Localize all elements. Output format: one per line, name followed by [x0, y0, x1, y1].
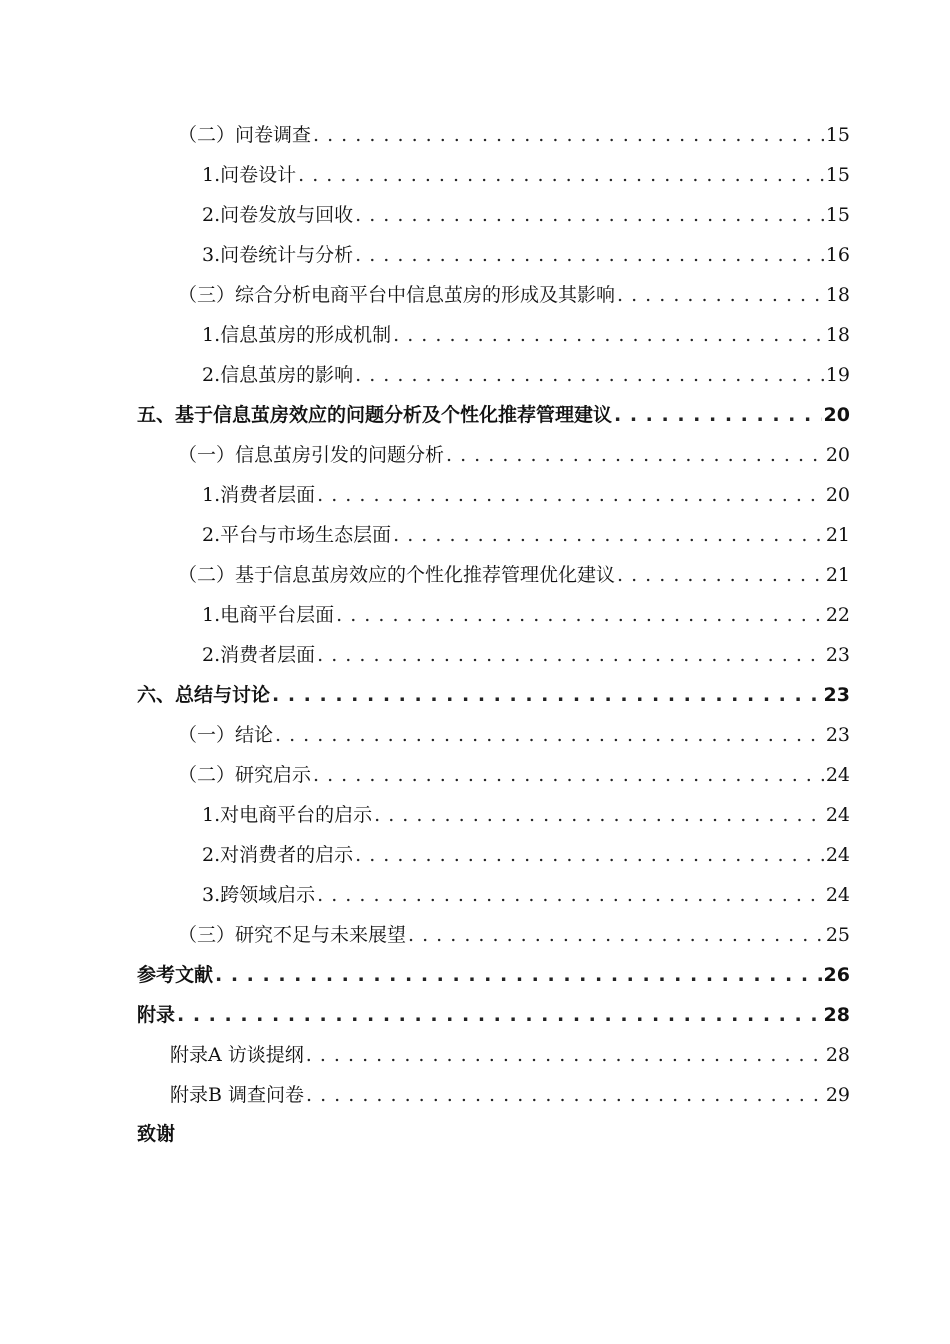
- toc-chapter-entry: [137, 400, 850, 430]
- toc-chapter-entry: [137, 960, 850, 990]
- toc-entry: [178, 120, 850, 150]
- toc-page-number: 20: [823, 404, 850, 426]
- toc-page-number: 18: [825, 284, 850, 306]
- toc-leader-dots: [393, 320, 824, 350]
- toc-leader-dots: [317, 880, 824, 910]
- toc-entry-title: 3.问卷统计与分析: [202, 244, 354, 266]
- toc-entry: [178, 560, 850, 590]
- toc-entry: [202, 600, 850, 630]
- toc-entry-title: （二）问卷调查: [178, 124, 312, 146]
- toc-leader-dots: [313, 760, 824, 790]
- toc-entry: [178, 720, 850, 750]
- toc-leader-dots: [617, 560, 824, 590]
- toc-entry-title: 附录B 调查问卷: [170, 1084, 305, 1106]
- toc-leader-dots: [355, 240, 824, 270]
- toc-page-number: 15: [825, 204, 850, 226]
- toc-leader-dots: [355, 360, 824, 390]
- toc-chapter-title: 参考文献: [137, 964, 214, 986]
- toc-leader-dots: [313, 120, 824, 150]
- toc-leader-dots: [272, 680, 822, 710]
- toc-entry-title: （一）结论: [178, 724, 274, 746]
- toc-entry: [202, 200, 850, 230]
- toc-entry: [202, 360, 850, 390]
- toc-entry-title: 2.对消费者的启示: [202, 844, 354, 866]
- toc-entry: [170, 1040, 850, 1070]
- toc-chapter-title: 附录: [137, 1004, 176, 1026]
- toc-chapter-entry: [137, 1000, 850, 1030]
- toc-entry-title: 3.跨领域启示: [202, 884, 316, 906]
- toc-page-number: 19: [825, 364, 850, 386]
- toc-entry: [170, 1080, 850, 1110]
- toc-entry-title: （二）研究启示: [178, 764, 312, 786]
- toc-leader-dots: [355, 840, 824, 870]
- toc-leader-dots: [275, 720, 824, 750]
- toc-entry: [202, 800, 850, 830]
- toc-page-number: 24: [825, 884, 850, 906]
- toc-entry: [178, 280, 850, 310]
- toc-entry: [178, 440, 850, 470]
- toc-page-number: 24: [825, 804, 850, 826]
- toc-page-number: 18: [825, 324, 850, 346]
- toc-leader-dots: [355, 200, 824, 230]
- toc-entry-title: 1.信息茧房的形成机制: [202, 324, 392, 346]
- toc-leader-dots: [306, 1040, 824, 1070]
- toc-leader-dots: [408, 920, 824, 950]
- toc-entry: [202, 640, 850, 670]
- toc-leader-dots: [614, 400, 822, 430]
- toc-entry: [202, 880, 850, 910]
- toc-chapter-title: 五、基于信息茧房效应的问题分析及个性化推荐管理建议: [137, 404, 613, 426]
- toc-entry: [202, 240, 850, 270]
- toc-page-number: 21: [825, 564, 850, 586]
- toc-page-number: 21: [825, 524, 850, 546]
- toc-leader-dots: [298, 160, 824, 190]
- toc-page-number: 16: [825, 244, 850, 266]
- toc-entry: [178, 760, 850, 790]
- toc-page-number: 25: [825, 924, 850, 946]
- toc-leader-dots: [393, 520, 824, 550]
- toc-page-number: 20: [825, 484, 850, 506]
- toc-entry-title: （三）研究不足与未来展望: [178, 924, 407, 946]
- toc-entry-title: 2.问卷发放与回收: [202, 204, 354, 226]
- toc-entry-title: 2.消费者层面: [202, 644, 316, 666]
- toc-entry-title: 1.问卷设计: [202, 164, 297, 186]
- toc-entry: [202, 840, 850, 870]
- toc-page-number: 28: [825, 1044, 850, 1066]
- toc-entry-title: 1.消费者层面: [202, 484, 316, 506]
- toc-leader-dots: [317, 480, 824, 510]
- toc-entry: [202, 320, 850, 350]
- toc-page-number: 20: [825, 444, 850, 466]
- toc-page-number: 29: [825, 1084, 850, 1106]
- toc-acknowledgements-title: 致谢: [137, 1123, 176, 1145]
- toc-page-number: 24: [825, 764, 850, 786]
- toc-leader-dots: [215, 960, 822, 990]
- toc-chapter-title: 六、总结与讨论: [137, 684, 271, 706]
- toc-entry: [202, 480, 850, 510]
- toc-entry: [178, 920, 850, 950]
- toc-leader-dots: [446, 440, 824, 470]
- toc-leader-dots: [617, 280, 824, 310]
- toc-page-number: 26: [823, 964, 850, 986]
- toc-leader-dots: [336, 600, 824, 630]
- toc-leader-dots: [306, 1080, 824, 1110]
- toc-entry-title: 2.平台与市场生态层面: [202, 524, 392, 546]
- toc-page-number: 22: [825, 604, 850, 626]
- toc-entry: [202, 160, 850, 190]
- toc-chapter-entry: [137, 680, 850, 710]
- toc-entry-title: （二）基于信息茧房效应的个性化推荐管理优化建议: [178, 564, 616, 586]
- toc-page-number: 28: [823, 1004, 850, 1026]
- toc-page-number: 24: [825, 844, 850, 866]
- toc-entry-title: 2.信息茧房的影响: [202, 364, 354, 386]
- toc-leader-dots: [374, 800, 824, 830]
- toc-entry-title: 1.对电商平台的启示: [202, 804, 373, 826]
- toc-page-number: 23: [823, 684, 850, 706]
- toc-entry: [202, 520, 850, 550]
- toc-entry-title: （一）信息茧房引发的问题分析: [178, 444, 445, 466]
- toc-leader-dots: [177, 1000, 822, 1030]
- toc-leader-dots: [317, 640, 824, 670]
- toc-entry-title: 1.电商平台层面: [202, 604, 335, 626]
- toc-page-number: 23: [825, 724, 850, 746]
- toc-page-number: 15: [825, 164, 850, 186]
- toc-page-number: 15: [825, 124, 850, 146]
- toc-entry-title: 附录A 访谈提纲: [170, 1044, 304, 1066]
- toc-entry-title: （三）综合分析电商平台中信息茧房的形成及其影响: [178, 284, 616, 306]
- toc-page-number: 23: [825, 644, 850, 666]
